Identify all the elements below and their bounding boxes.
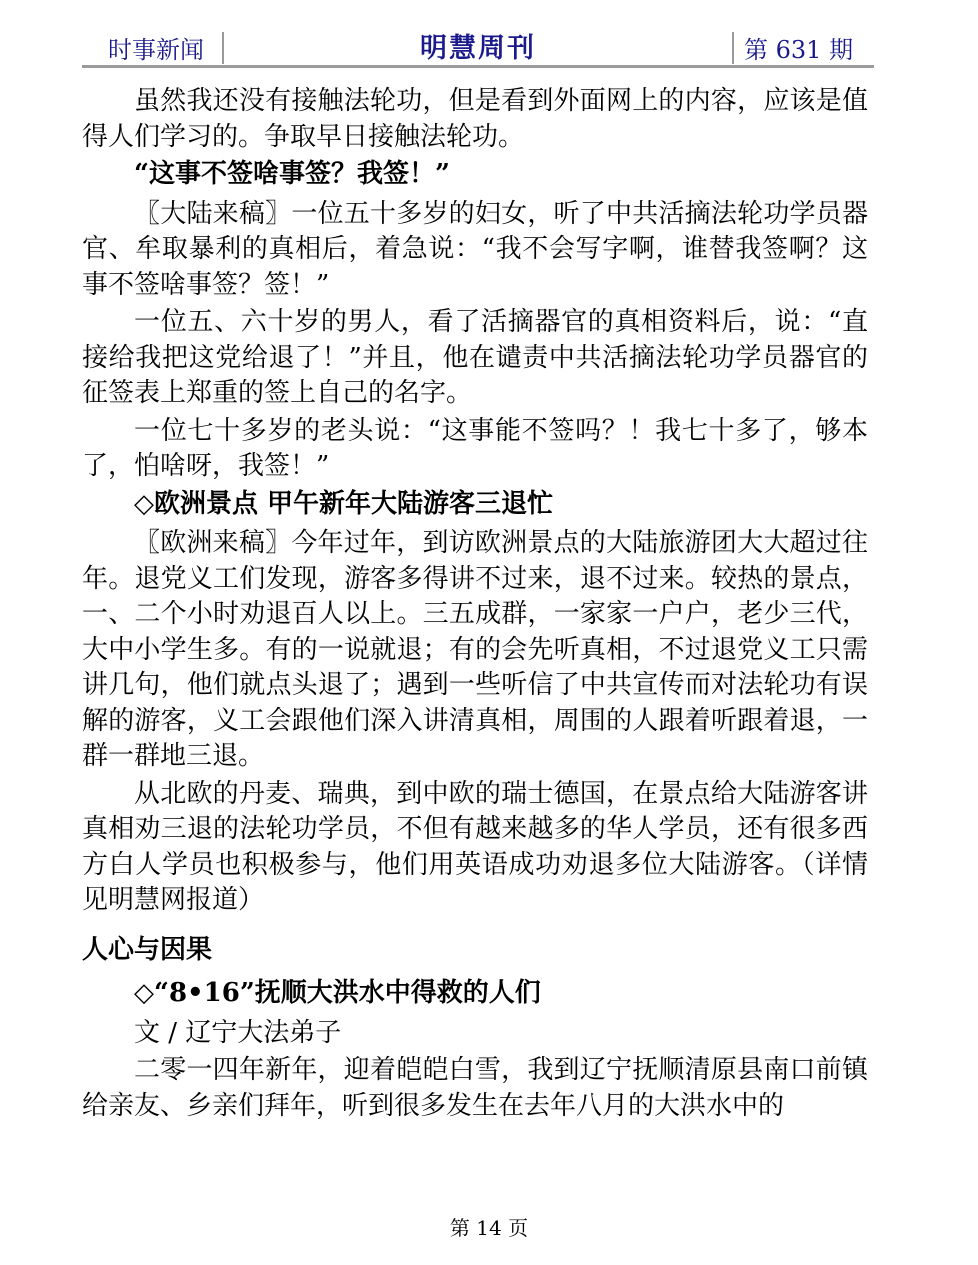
paragraph: 文 / 辽宁大法弟子 xyxy=(134,1017,342,1048)
paragraph: 从北欧的丹麦、瑞典，到中欧的瑞士德国，在景点给大陆游客讲真相劝三退的法轮功学员，不但有越来越多的华人学员，还有很多西方白人学员也积极参与，他们用英语成功劝退多位大陆游客。（详情见明慧网报道） xyxy=(82,778,868,915)
header-divider-right xyxy=(732,32,734,64)
paragraph: 二零一四年新年，迎着皑皑白雪，我到辽宁抚顺清原县南口前镇给亲友、乡亲们拜年，听到很多发生在去年八月的大洪水中的 xyxy=(82,1055,868,1121)
publication-title: 明慧周刊 xyxy=(420,33,536,64)
article-heading: ◇欧洲景点 甲午新年大陆游客三退忙 xyxy=(134,488,554,519)
article-heading: “这事不签啥事签？我签！” xyxy=(134,159,450,189)
paragraph: 一位七十多岁的老头说：“这事能不签吗？！我七十多了，够本了，怕啥呀，我签！” xyxy=(82,415,868,481)
paragraph: 〖欧洲来稿〗今年过年，到访欧洲景点的大陆旅游团大大超过往年。退党义工们发现，游客多得讲不过来，退不过来。较热的景点，一、二个小时劝退百人以上。三五成群，一家家一户户，老少三代，大中小学生多。有的一说就退；有的会先听真相，不过退党义工只需讲几句，他们就点头退了；遇到一些听信了中共宣传而对法轮功有误解的游客，义工会跟他们深入讲清真相，周围的人跟着听跟着退，一群一群地三退。 xyxy=(82,528,868,771)
header-rule xyxy=(82,65,874,68)
page-header xyxy=(82,24,874,70)
page-number: 第 14 页 xyxy=(449,1216,529,1240)
paragraph: 〖大陆来稿〗一位五十多岁的妇女，听了中共活摘法轮功学员器官、牟取暴利的真相后，着急说：“我不会写字啊，谁替我签啊？这事不签啥事签？签！” xyxy=(82,198,868,300)
section-heading: 人心与因果 xyxy=(82,934,213,965)
paragraph: 虽然我还没有接触法轮功，但是看到外面网上的内容，应该是值得人们学习的。争取早日接触法轮功。 xyxy=(82,86,868,152)
paragraph: 一位五、六十岁的男人，看了活摘器官的真相资料后，说：“直接给我把这党给退了！”并且，他在谴责中共活摘法轮功学员器官的征签表上郑重的签上自己的名字。 xyxy=(82,307,868,408)
article-heading: ◇“8•16”抚顺大洪水中得救的人们 xyxy=(134,978,541,1008)
article-body xyxy=(82,84,868,1126)
section-label: 时事新闻 xyxy=(108,36,204,64)
issue-number: 第 631 期 xyxy=(744,36,854,64)
